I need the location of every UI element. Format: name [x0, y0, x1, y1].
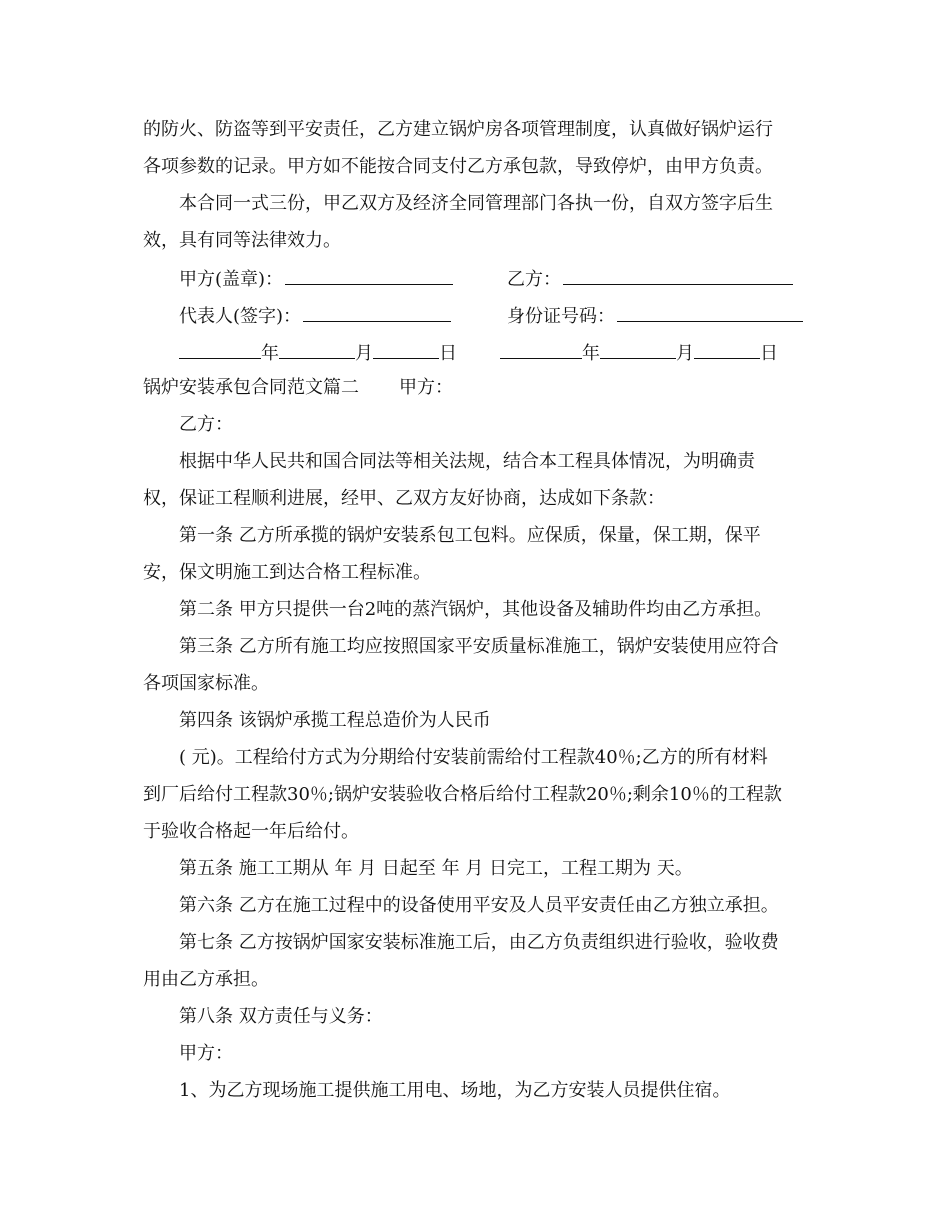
paragraph-line: 根据中华人民共和国合同法等相关法规，结合本工程具体情况，为明确责: [179, 451, 755, 472]
month-label: 月: [676, 343, 694, 364]
day-label: 日: [760, 343, 778, 364]
day-blank[interactable]: [373, 340, 439, 359]
id-number-blank[interactable]: [617, 303, 803, 322]
day-blank[interactable]: [694, 340, 760, 359]
article-3-line: 各项国家标准。: [143, 673, 269, 694]
article-1-line: 安，保文明施工到达合格工程标准。: [143, 562, 431, 583]
article-8-line: 第八条 双方责任与义务：: [179, 1006, 383, 1027]
representative-row: [179, 303, 451, 329]
party-a-heading: 甲方：: [399, 377, 453, 398]
year-blank[interactable]: [500, 340, 582, 359]
article-8-party-a: 甲方：: [179, 1043, 233, 1064]
article-2-line: 第二条 甲方只提供一台2吨的蒸汽锅炉，其他设备及辅助件均由乙方承担。: [179, 599, 773, 620]
party-b-heading: 乙方：: [179, 414, 233, 435]
date-row-left: [179, 340, 457, 366]
representative-label: 代表人(签字)：: [179, 306, 302, 327]
paragraph-line: 本合同一式三份，甲乙双方及经济全同管理部门各执一份，自双方签字后生: [179, 193, 773, 214]
article-4-line: 于验收合格起一年后给付。: [143, 821, 359, 842]
paragraph-line: 权，保证工程顺利进展，经甲、乙双方友好协商，达成如下条款：: [143, 488, 665, 509]
article-1-line: 第一条 乙方所承揽的锅炉安装系包工包料。应保质，保量，保工期，保平: [179, 525, 761, 546]
id-number-label: 身份证号码：: [507, 306, 615, 327]
month-blank[interactable]: [600, 340, 676, 359]
article-7-line: 用由乙方承担。: [143, 969, 269, 990]
day-label: 日: [439, 343, 457, 364]
party-b-row: [507, 266, 793, 292]
paragraph-line: 的防火、防盗等到平安责任，乙方建立锅炉房各项管理制度，认真做好锅炉运行: [143, 119, 773, 140]
party-a-seal-row: [179, 266, 453, 292]
article-7-line: 第七条 乙方按锅炉国家安装标准施工后，由乙方负责组织进行验收，验收费: [179, 932, 779, 953]
year-label: 年: [261, 343, 279, 364]
month-blank[interactable]: [279, 340, 355, 359]
section-title: 锅炉安装承包合同范文篇二: [143, 377, 359, 398]
month-label: 月: [355, 343, 373, 364]
party-a-seal-blank[interactable]: [285, 266, 453, 285]
party-a-seal-label: 甲方(盖章)：: [179, 269, 284, 290]
date-row-right: [500, 340, 778, 366]
party-b-label: 乙方：: [507, 269, 561, 290]
representative-blank[interactable]: [303, 303, 451, 322]
year-blank[interactable]: [179, 340, 261, 359]
article-4-line: 第四条 该锅炉承揽工程总造价为人民币: [179, 710, 491, 731]
id-number-row: [507, 303, 803, 329]
article-6-line: 第六条 乙方在施工过程中的设备使用平安及人员平安责任由乙方独立承担。: [179, 895, 779, 916]
section-title-row: [143, 376, 453, 400]
article-4-line: 到厂后给付工程款30％;锅炉安装验收合格后给付工程款20％;剩余10％的工程款: [143, 784, 782, 805]
article-4-line: ( 元)。工程给付方式为分期给付安装前需给付工程款40％;乙方的所有材料: [179, 747, 768, 768]
year-label: 年: [582, 343, 600, 364]
party-b-blank[interactable]: [563, 266, 793, 285]
paragraph-line: 效，具有同等法律效力。: [143, 230, 341, 251]
paragraph-line: 各项参数的记录。甲方如不能按合同支付乙方承包款，导致停炉，由甲方负责。: [143, 156, 773, 177]
article-8-item-1: 1、为乙方现场施工提供施工用电、场地，为乙方安装人员提供住宿。: [179, 1080, 731, 1101]
article-5-line: 第五条 施工工期从 年 月 日起至 年 月 日完工，工程工期为 天。: [179, 858, 693, 879]
article-3-line: 第三条 乙方所有施工均应按照国家平安质量标准施工，锅炉安装使用应符合: [179, 636, 779, 657]
